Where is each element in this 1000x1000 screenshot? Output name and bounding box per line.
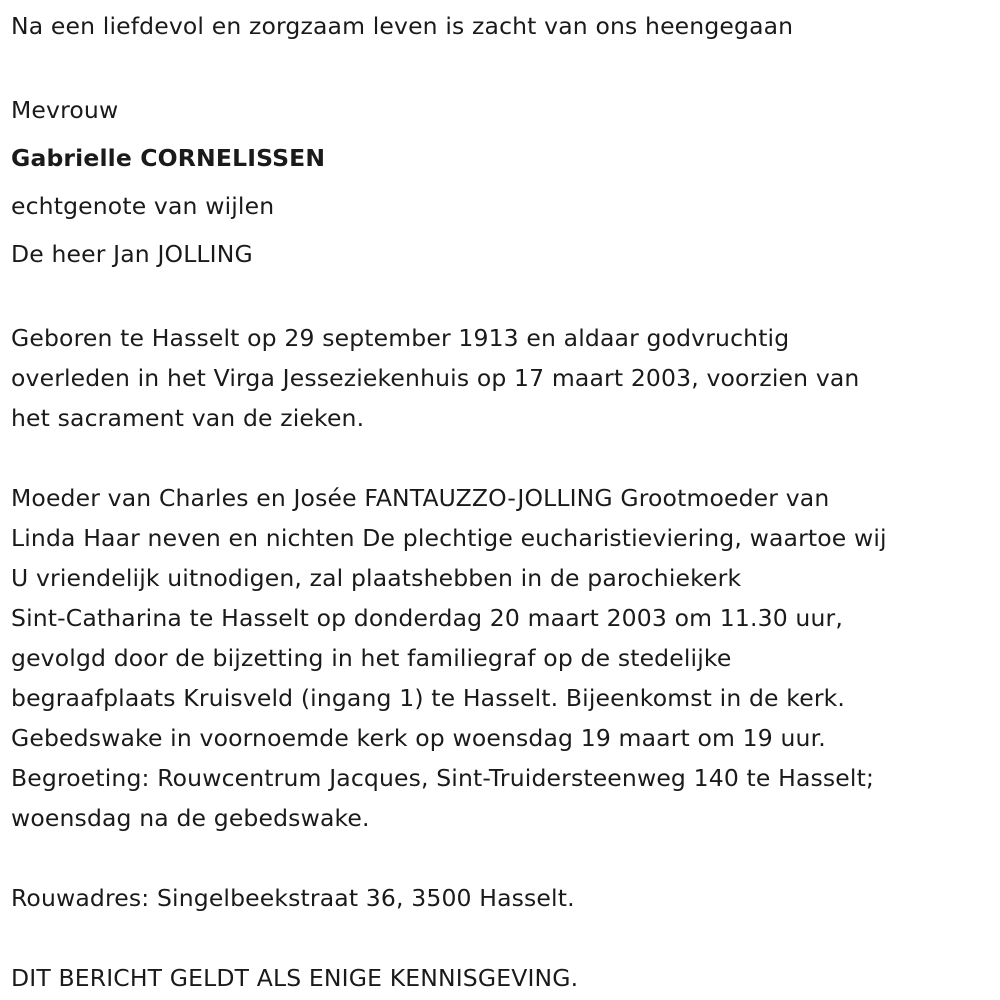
text-line: U vriendelijk uitnodigen, zal plaatshebben in de parochiekerk <box>11 564 742 592</box>
closing-paragraph <box>11 958 996 998</box>
text-line: Gebedswake in voornoemde kerk op woensdag 19 maart om 19 uur. <box>11 724 826 752</box>
spouse-name: De heer Jan JOLLING <box>11 240 253 268</box>
intro-line: Na een liefdevol en zorgzaam leven is zacht van ons heengegaan <box>11 12 794 40</box>
text-line: Moeder van Charles en Josée FANTAUZZO-JOLLING Grootmoeder van <box>11 484 830 512</box>
text-line: het sacrament van de zieken. <box>11 404 365 432</box>
text-line: Begroeting: Rouwcentrum Jacques, Sint-Truidersteenweg 140 te Hasselt; <box>11 764 875 792</box>
title-prefix: Mevrouw <box>11 96 119 124</box>
deceased-block <box>11 86 996 278</box>
text-line: Linda Haar neven en nichten De plechtige eucharistieviering, waartoe wij <box>11 524 887 552</box>
text-line: Sint-Catharina te Hasselt op donderdag 20 maart 2003 om 11.30 uur, <box>11 604 843 632</box>
relation-text: echtgenote van wijlen <box>11 192 275 220</box>
text-line: woensdag na de gebedswake. <box>11 804 370 832</box>
mourning-address: Rouwadres: Singelbeekstraat 36, 3500 Hasselt. <box>11 884 575 912</box>
address-paragraph <box>11 878 996 918</box>
text-line: gevolgd door de bijzetting in het familiegraf op de stedelijke <box>11 644 732 672</box>
family-ceremony-paragraph <box>11 478 996 838</box>
text-line: Geboren te Hasselt op 29 september 1913 en aldaar godvruchtig <box>11 324 790 352</box>
closing-statement: DIT BERICHT GELDT ALS ENIGE KENNISGEVING. <box>11 964 579 992</box>
text-line: overleden in het Virga Jesseziekenhuis op 17 maart 2003, voorzien van <box>11 364 860 392</box>
deceased-name: Gabrielle CORNELISSEN <box>11 144 326 172</box>
birth-death-paragraph <box>11 318 996 438</box>
text-line: begraafplaats Kruisveld (ingang 1) te Hasselt. Bijeenkomst in de kerk. <box>11 684 846 712</box>
death-notice <box>11 6 996 998</box>
